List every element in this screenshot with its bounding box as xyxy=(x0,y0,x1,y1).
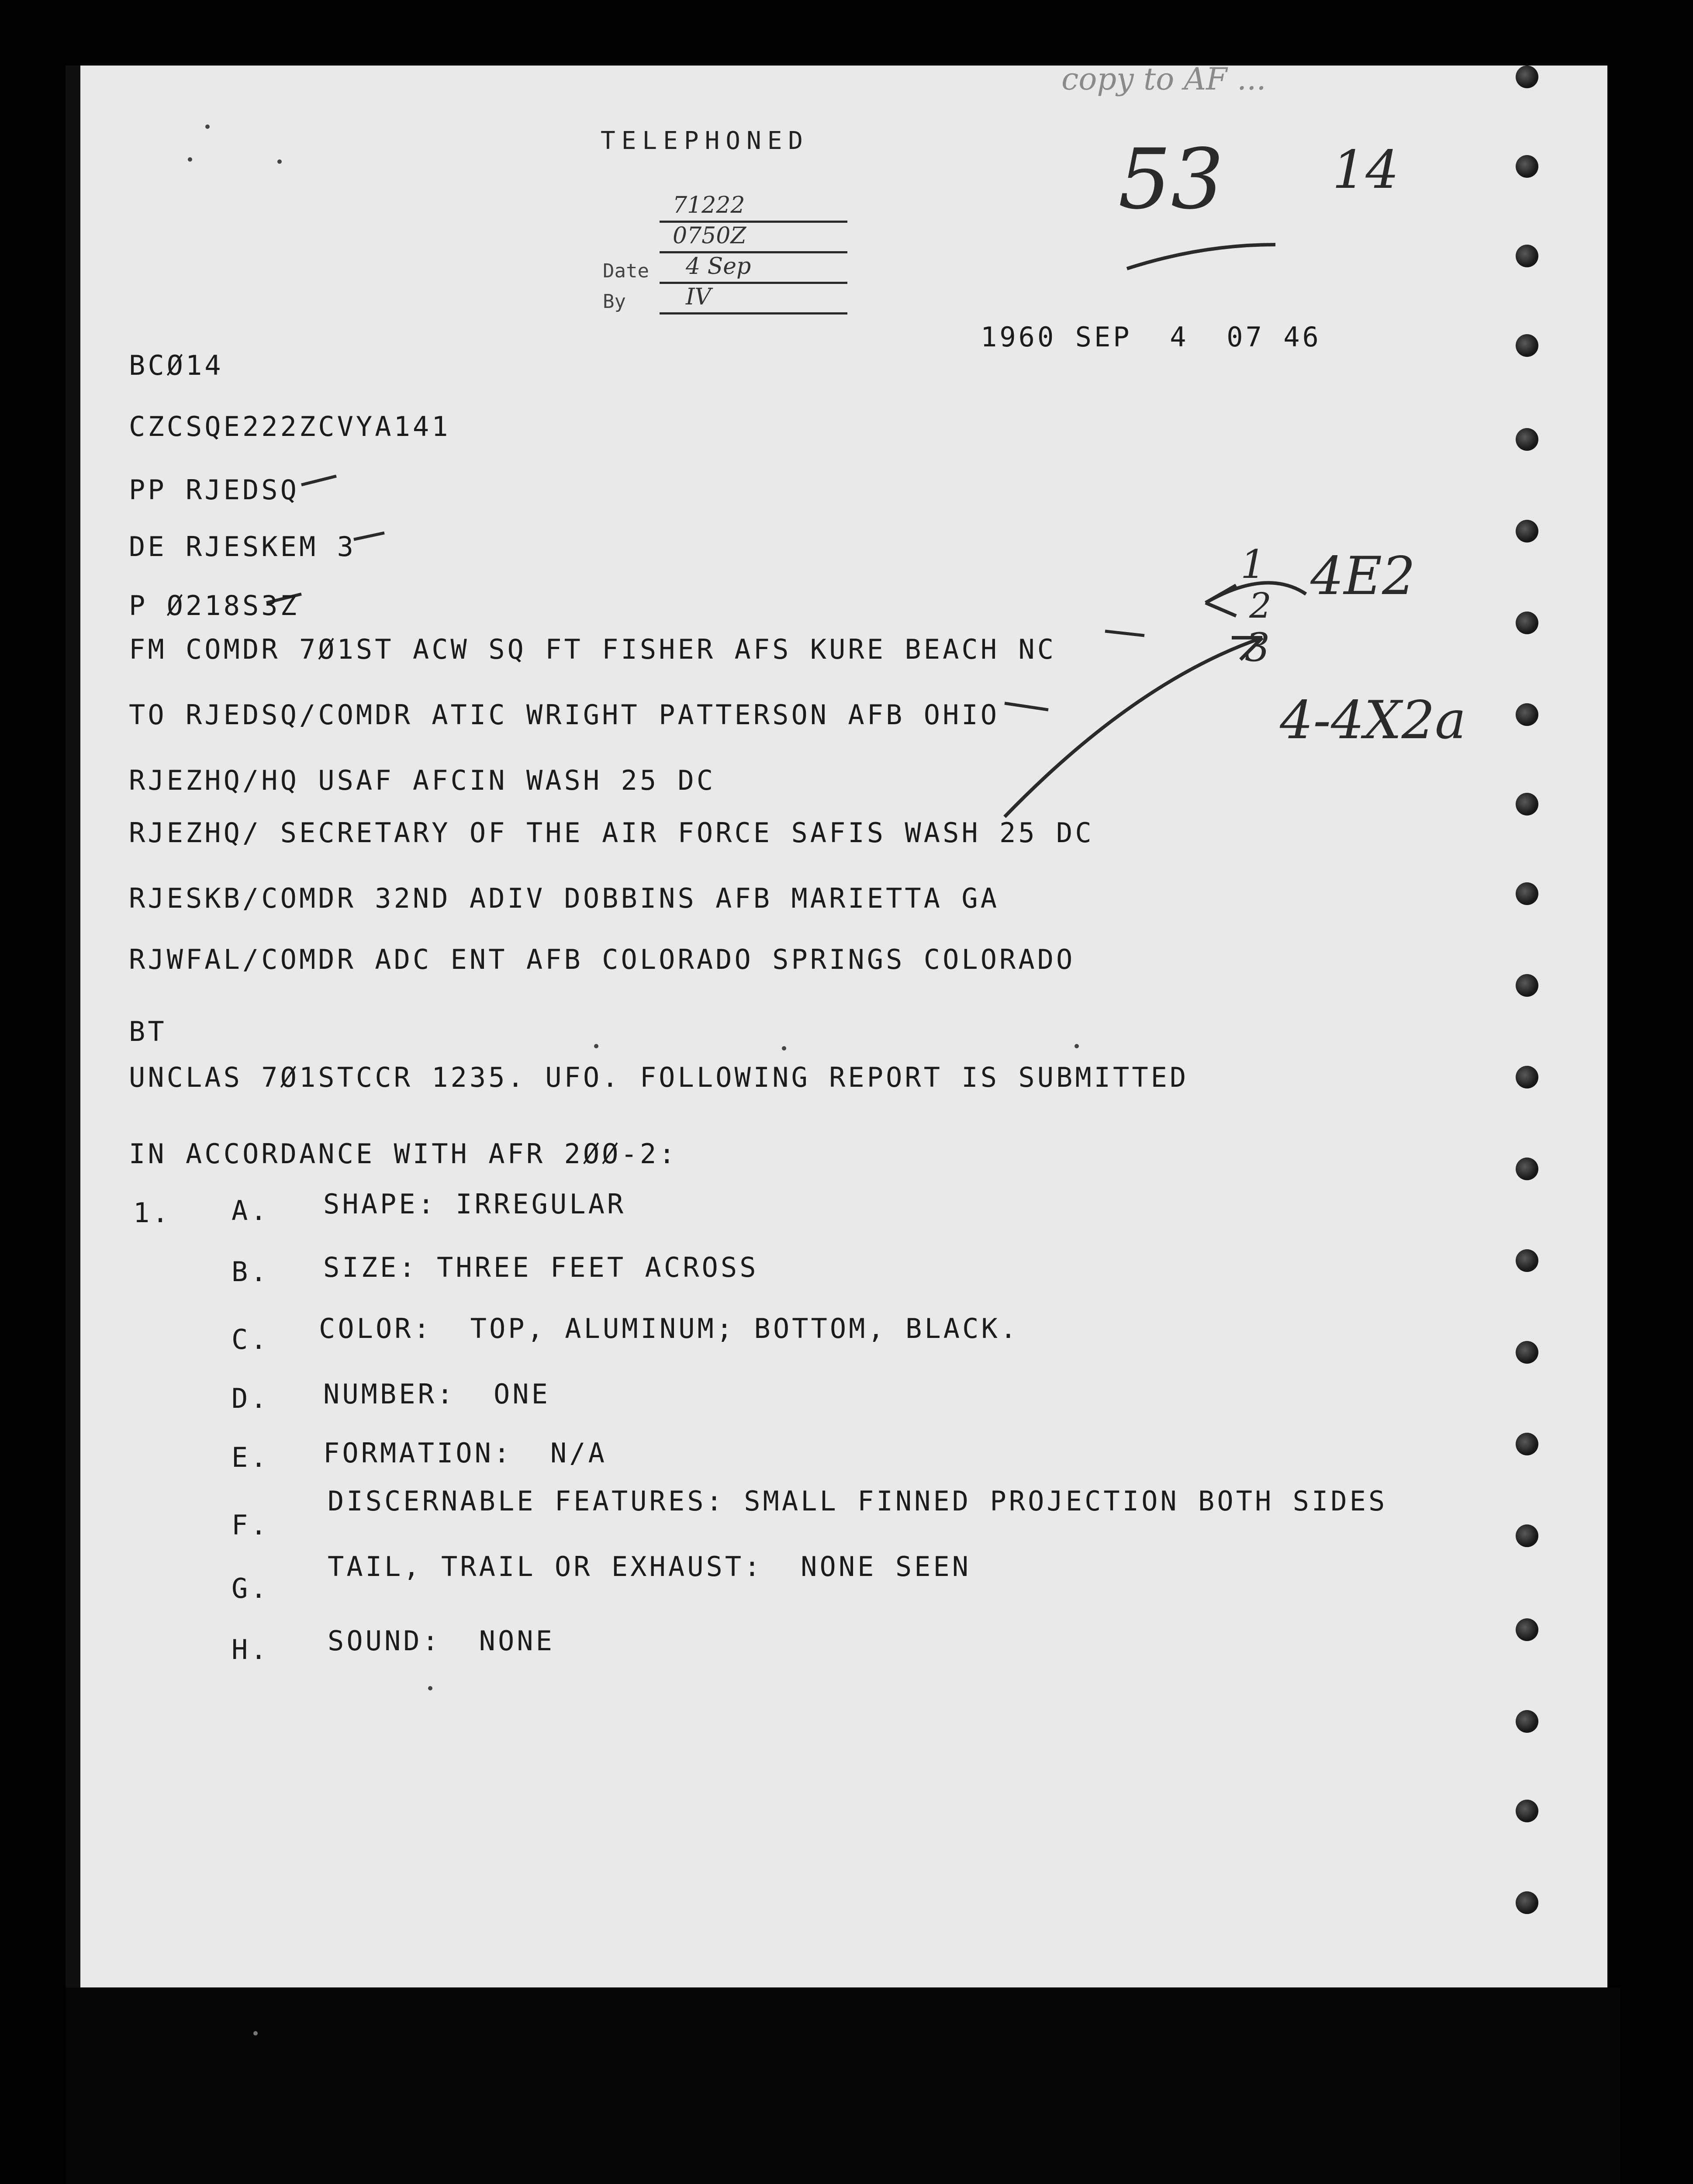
stamp-date-value: 4 Sep xyxy=(686,253,751,280)
routing-from: FM COMDR 7Ø1ST ACW SQ FT FISHER AFS KURE BEACH NC xyxy=(129,633,1057,665)
pin-feed-hole xyxy=(1516,1249,1538,1272)
pin-feed-hole xyxy=(1516,155,1538,178)
routing-info-1: RJEZHQ/HQ USAF AFCIN WASH 25 DC xyxy=(129,764,716,796)
routing-to: TO RJEDSQ/COMDR ATIC WRIGHT PATTERSON AFB OHIO xyxy=(129,699,1000,731)
routing-line-5: P Ø218S3Z xyxy=(129,590,299,622)
handwritten-page-number: 53 xyxy=(1118,131,1224,228)
routing-line-3: PP RJEDSQ xyxy=(129,474,299,506)
pin-feed-hole xyxy=(1516,1158,1538,1180)
pin-feed-hole xyxy=(1516,1891,1538,1914)
routing-line-4: DE RJESKEM 3 xyxy=(129,531,356,563)
pin-feed-hole xyxy=(1516,1710,1538,1733)
stamp-date-label: Date xyxy=(603,260,649,282)
item-text: TAIL, TRAIL OR EXHAUST: NONE SEEN xyxy=(328,1551,971,1583)
item-text: SHAPE: IRREGULAR xyxy=(323,1188,626,1220)
item-text: FORMATION: N/A xyxy=(323,1437,607,1469)
scan-speck xyxy=(782,1046,786,1051)
pin-feed-hole xyxy=(1516,66,1538,88)
routing-info-3: RJESKB/COMDR 32ND ADIV DOBBINS AFB MARIETTA GA xyxy=(129,882,1000,914)
routing-msg-id: BCØ14 xyxy=(129,349,224,381)
handwritten-fraction-3: 3 xyxy=(1245,625,1270,670)
pin-feed-hole xyxy=(1516,1341,1538,1364)
item-letter: E. xyxy=(231,1441,269,1473)
pin-feed-hole xyxy=(1516,334,1538,357)
pin-feed-hole xyxy=(1516,1618,1538,1641)
stamp-value-2: 0750Z xyxy=(673,223,746,249)
body-intro-1: UNCLAS 7Ø1STCCR 1235. UFO. FOLLOWING REPORT IS SUBMITTED xyxy=(129,1061,1189,1093)
stamp-by-label: By xyxy=(603,290,626,313)
routing-break: BT xyxy=(129,1016,167,1047)
item-letter: C. xyxy=(231,1324,269,1355)
scan-speck xyxy=(188,157,192,162)
pin-feed-hole xyxy=(1516,882,1538,905)
scan-speck xyxy=(253,2031,258,2035)
item-letter: B. xyxy=(231,1256,269,1288)
pin-feed-hole xyxy=(1516,1524,1538,1547)
scan-speck xyxy=(277,159,282,164)
section-number: 1. xyxy=(133,1197,171,1229)
routing-line-2: CZCSQE222ZCVYA141 xyxy=(129,411,451,442)
body-intro-2: IN ACCORDANCE WITH AFR 2ØØ-2: xyxy=(129,1138,678,1170)
routing-info-2: RJEZHQ/ SECRETARY OF THE AIR FORCE SAFIS WASH 25 DC xyxy=(129,817,1094,849)
handwritten-ref-2: 4-4X2a xyxy=(1280,690,1466,751)
scan-speck xyxy=(594,1044,598,1048)
item-text: DISCERNABLE FEATURES: SMALL FINNED PROJECTION BOTH SIDES xyxy=(328,1485,1388,1517)
stamp-heading: TELEPHONED xyxy=(601,127,809,155)
handwritten-ref-1: 4E2 xyxy=(1310,546,1416,607)
pin-feed-hole xyxy=(1516,612,1538,634)
pin-feed-hole xyxy=(1516,520,1538,543)
item-text: SOUND: NONE xyxy=(328,1625,555,1657)
item-letter: G. xyxy=(231,1572,269,1604)
pin-feed-hole xyxy=(1516,703,1538,726)
item-text: SIZE: THREE FEET ACROSS xyxy=(323,1251,759,1283)
scan-speck xyxy=(428,1686,432,1690)
message-datetime: 1960 SEP 4 07 46 xyxy=(981,321,1321,353)
pin-feed-hole xyxy=(1516,793,1538,816)
item-letter: D. xyxy=(231,1382,269,1414)
stamp-by-value: IV xyxy=(686,284,712,310)
item-text: NUMBER: ONE xyxy=(323,1378,550,1410)
scan-speck xyxy=(205,124,210,129)
item-text: COLOR: TOP, ALUMINUM; BOTTOM, BLACK. xyxy=(319,1313,1019,1344)
handwritten-top-note: copy to AF ... xyxy=(1061,61,1266,97)
pin-feed-hole xyxy=(1516,428,1538,451)
pin-feed-hole xyxy=(1516,1433,1538,1455)
handwritten-fraction-2: 2 xyxy=(1249,585,1271,626)
pin-feed-hole xyxy=(1516,245,1538,267)
handwritten-page-sub: 14 xyxy=(1332,140,1399,200)
pin-feed-hole xyxy=(1516,1800,1538,1822)
scan-speck xyxy=(1075,1044,1079,1048)
pin-feed-hole xyxy=(1516,1066,1538,1089)
stamp-value-1: 71222 xyxy=(673,192,745,218)
item-letter: F. xyxy=(231,1509,269,1541)
pin-feed-hole xyxy=(1516,974,1538,997)
handwritten-fraction-1: 1 xyxy=(1240,542,1266,587)
item-letter: H. xyxy=(231,1634,269,1666)
routing-info-4: RJWFAL/COMDR ADC ENT AFB COLORADO SPRINGS COLORADO xyxy=(129,943,1075,975)
item-letter: A. xyxy=(231,1195,269,1227)
